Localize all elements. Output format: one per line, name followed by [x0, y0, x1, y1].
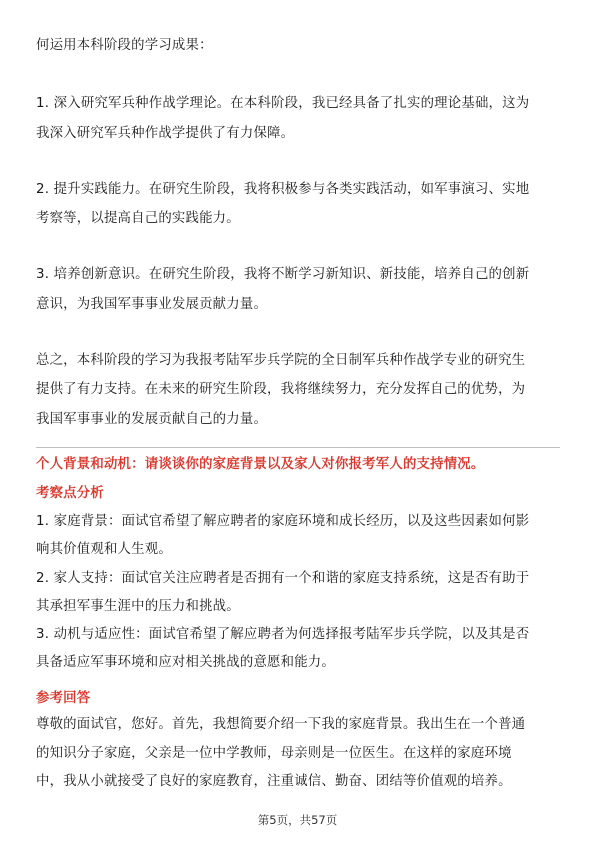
item-1-line-2: 我深入研究军兵种作战学提供了有力保障。 — [36, 126, 295, 141]
item-3-line-1: 3. 培养创新意识。在研究生阶段，我将不断学习新知识、新技能，培养自己的创新 — [36, 267, 530, 282]
item-1-line-1: 1. 深入研究军兵种作战学理论。在本科阶段，我已经具备了扎实的理论基础，这为 — [36, 96, 530, 111]
summary-line-2: 提供了有力支持。在未来的研究生阶段，我将继续努力，充分发挥自己的优势，为 — [36, 382, 526, 397]
analysis-item-1-line-2: 响其价值观和人生观。 — [36, 542, 172, 557]
analysis-heading: 考察点分析 — [36, 486, 104, 501]
summary-line-3: 我国军事事业的发展贡献自己的力量。 — [36, 412, 268, 427]
analysis-item-1-line-1: 1. 家庭背景：面试官希望了解应聘者的家庭环境和成长经历，以及这些因素如何影 — [36, 514, 530, 529]
page-number: 第5页，共57页 — [257, 813, 338, 827]
analysis-item-2-line-2: 其承担军事生涯中的压力和挑战。 — [36, 599, 240, 614]
answer-line-1: 尊敬的面试官，您好。首先，我想简要介绍一下我的家庭背景。我出生在一个普通 — [36, 717, 526, 732]
summary-line-1: 总之，本科阶段的学习为我报考陆军步兵学院的全日制军兵种作战学专业的研究生 — [36, 353, 526, 368]
analysis-item-2-line-1: 2. 家人支持：面试官关注应聘者是否拥有一个和谐的家庭支持系统，这是否有助于 — [36, 571, 530, 586]
item-2-line-1: 2. 提升实践能力。在研究生阶段，我将积极参与各类实践活动，如军事演习、实地 — [36, 182, 530, 197]
intro-text: 何运用本科阶段的学习成果： — [36, 38, 213, 53]
section-divider — [36, 447, 560, 448]
answer-heading: 参考回答 — [36, 691, 91, 706]
question-title: 个人背景和动机：请谈谈你的家庭背景以及家人对你报考军人的支持情况。 — [36, 457, 485, 472]
answer-line-3: 中，我从小就接受了良好的家庭教育，注重诚信、勤奋、团结等价值观的培养。 — [36, 774, 512, 789]
analysis-item-3-line-1: 3. 动机与适应性：面试官希望了解应聘者为何选择报考陆军步兵学院，以及其是否 — [36, 627, 530, 642]
item-3-line-2: 意识，为我国军事事业发展贡献力量。 — [36, 297, 268, 312]
answer-line-2: 的知识分子家庭，父亲是一位中学教师，母亲则是一位医生。在这样的家庭环境 — [36, 746, 512, 761]
item-2-line-2: 考察等，以提高自己的实践能力。 — [36, 211, 240, 226]
analysis-item-3-line-2: 具备适应军事环境和应对相关挑战的意愿和能力。 — [36, 655, 335, 670]
